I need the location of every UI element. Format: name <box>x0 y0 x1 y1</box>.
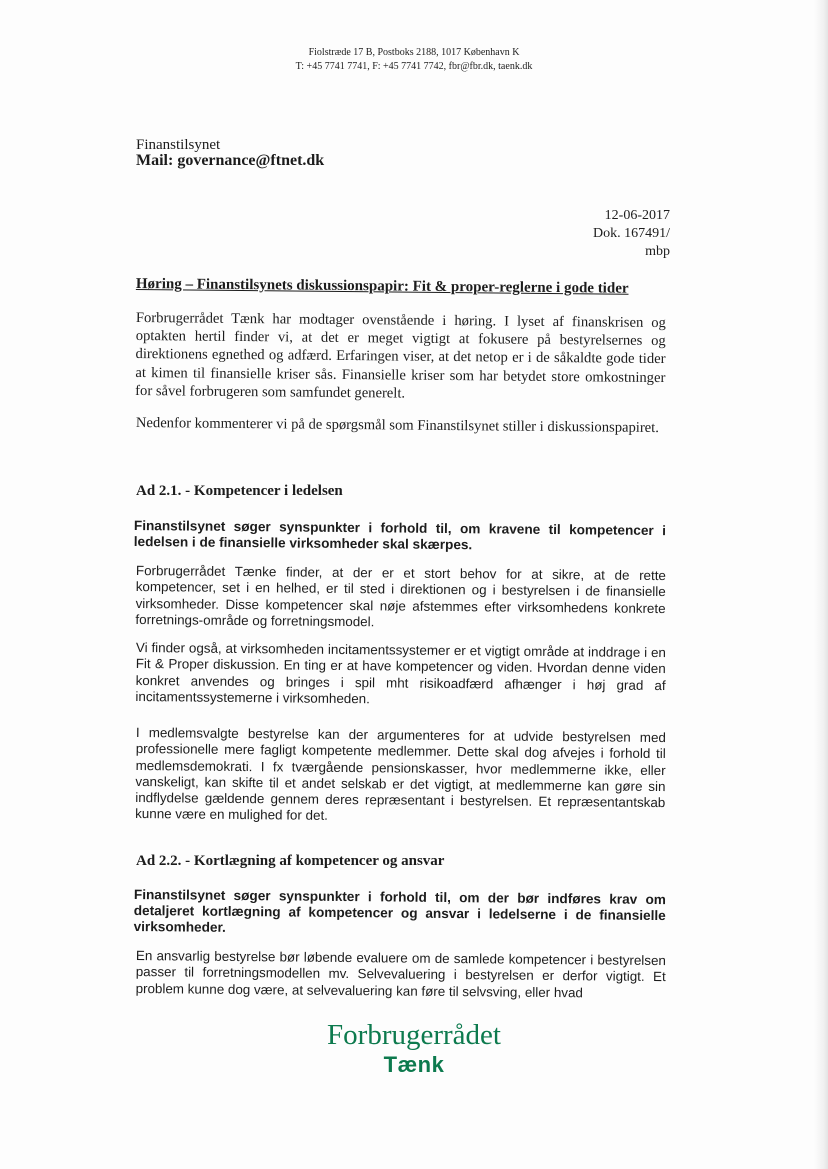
reference-doc: Dok. 167491/ <box>593 226 670 241</box>
section-2-question: Finanstilsynet søger synspunkter i forhold til, om der bør indføres krav om detaljeret kortlægning af kompetencer og ansvar i ledelserne i de finansielle virksomheder. <box>133 887 666 935</box>
intro-paragraph-2: Nedenfor kommenterer vi på de spørgsmål som Finanstilsynet stiller i diskussionspapiret. <box>135 414 659 437</box>
section-2-paragraph-1: En ansvarlig bestyrelse bør løbende evaluere om de samlede kompetencer i bestyrelsen passer til forretningsmodellen mv. Selvevaluering i bestyrelsen er derfor vigtigt. Et problem kunne dog være, at selvevaluering kan føre til selvsving, eller hvad <box>135 948 666 1000</box>
section-1-paragraph-1: Forbrugerrådet Tænke finder, at der er et stort behov for at sikre, at de rette kompetencer, set i en helhed, er til sted i direktionen og i bestyrelsen i de finansielle virksomheder. Disse kompetencer skal nøje afstemmes efter virksomhedens konkrete forretnings-område og forretningsmodel. <box>135 563 666 630</box>
logo-taenk: Tænk <box>383 1052 445 1077</box>
header-contact: T: +45 7741 7741, F: +45 7741 7742, fbr@fbr.dk, taenk.dk <box>295 61 533 72</box>
recipient-mail: Mail: governance@ftnet.dk <box>136 152 325 169</box>
section-2-heading: Ad 2.2. - Kortlægning af kompetencer og ansvar <box>136 853 445 869</box>
section-1-question: Finanstilsynet søger synspunkter i forhold til, om kravene til kompetencer i ledelsen i de finansielle virksomheder skal skærpes. <box>133 518 666 553</box>
scan-edge-shadow <box>814 0 828 1169</box>
intro-paragraph-1: Forbrugerrådet Tænk har modtager ovenstående i høring. I lyset af finanskrisen og optakten hertil finder vi, at det er meget vigtigt at fokusere på bestyrelsernes og direktionens egnethed og adfærd. Erfaringen viser, at det netop er i de såkaldte gode tider at kimen til finansielle kriser sås. Finansielle kriser som har betydet store omkostninger for såvel forbrugeren som samfundet generelt. <box>135 309 666 402</box>
section-1-paragraph-3: I medlemsvalgte bestyrelse kan der argumenteres for at udvide bestyrelsen med professionelle mere fagligt kompetente medlemmer. Dette skal dog afvejes i forhold til medlemsdemokrati. I fx tværgående pensionskasser, hvor medlemmerne ikke, eller vanskeligt, kan skifte til et andet selskab er det vigtigt, at medlemmerne kan gøre sin indflydelse gældende gennem deres repræsentant i bestyrelsen. Et repræsentantskab kunne være en mulighed for det. <box>135 725 666 824</box>
section-1-heading: Ad 2.1. - Kompetencer i ledelsen <box>136 483 343 499</box>
letter-title: Høring – Finanstilsynets diskussionspapir: Fit & proper-reglerne i gode tider <box>135 275 629 297</box>
logo-forbrugerraadet: Forbrugerrådet <box>327 1019 501 1051</box>
recipient-name: Finanstilsynet <box>136 137 221 153</box>
reference-initials: mbp <box>645 244 670 259</box>
reference-date: 12-06-2017 <box>604 208 670 223</box>
section-1-paragraph-2: Vi finder også, at virksomheden incitamentssystemer er et vigtigt område at inddrage i en Fit & Proper diskussion. En ting er at have kompetencer og viden. Hvordan denne viden konkret anvendes og bringes i spil mht risikoadfærd afhænger i høj grad af incitamentssystemerne i virksomheden. <box>135 640 666 707</box>
header-address: Fiolstræde 17 B, Postboks 2188, 1017 København K <box>308 47 520 58</box>
